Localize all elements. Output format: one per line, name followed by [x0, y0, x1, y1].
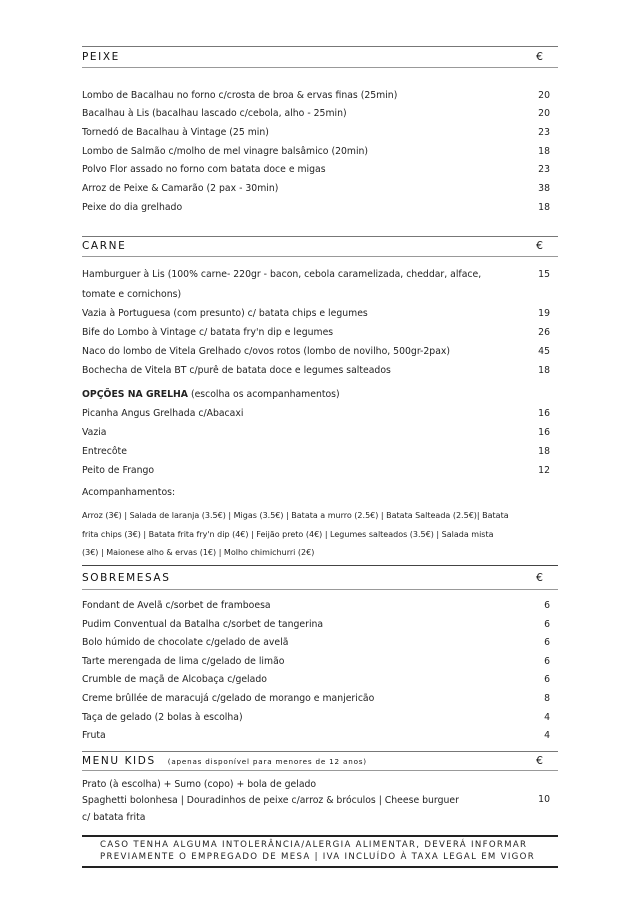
- item-name: Entrecôte: [82, 446, 127, 457]
- kids-line: c/ batata frita: [82, 812, 146, 823]
- item-name: Bolo húmido de chocolate c/gelado de avelã: [82, 637, 289, 648]
- item-name: Peito de Frango: [82, 465, 155, 476]
- item-price: 20: [538, 90, 550, 101]
- item-name-continued: tomate e cornichons): [82, 289, 182, 300]
- item-name: Arroz de Peixe & Camarão (2 pax - 30min): [82, 183, 279, 194]
- item-name: Lombo de Salmão c/molho de mel vinagre balsâmico (20min): [82, 146, 369, 157]
- currency-label: €: [536, 50, 543, 63]
- grill-note: (escolha os acompanhamentos): [187, 389, 340, 400]
- notice-line: PREVIAMENTE O EMPREGADO DE MESA | IVA INCLUÍDO À TAXA LEGAL EM VIGOR: [100, 852, 535, 862]
- grill-title: OPÇÕES NA GRELHA: [82, 389, 188, 400]
- currency-label: €: [536, 571, 543, 584]
- item-price: 6: [544, 674, 550, 685]
- item-price: 18: [538, 202, 550, 213]
- item-name: Fondant de Avelã c/sorbet de framboesa: [82, 600, 271, 611]
- item-price: 19: [538, 308, 550, 319]
- kids-note: (apenas disponível para menores de 12 anos): [167, 757, 367, 766]
- sides-title: Acompanhamentos:: [82, 487, 176, 498]
- item-price: 4: [544, 712, 550, 723]
- item-price: 8: [544, 693, 550, 704]
- item-price: 4: [544, 730, 550, 741]
- divider: [82, 236, 558, 237]
- item-name: Creme brûllée de maracujá c/gelado de morango e manjericão: [82, 693, 375, 704]
- item-price: 38: [538, 183, 550, 194]
- divider: [82, 565, 558, 566]
- divider: [82, 835, 558, 837]
- item-name: Taça de gelado (2 bolas à escolha): [82, 712, 243, 723]
- item-price: 23: [538, 127, 550, 138]
- item-price: 16: [538, 427, 550, 438]
- item-price: 20: [538, 108, 550, 119]
- divider: [82, 46, 558, 47]
- divider: [82, 67, 558, 68]
- item-price: 18: [538, 146, 550, 157]
- item-price: 6: [544, 637, 550, 648]
- divider: [82, 866, 558, 868]
- sides-line: Arroz (3€) | Salada de laranja (3.5€) | Migas (3.5€) | Batata a murro (2.5€) | Batata Salteada (2.5€)| Batata: [82, 511, 509, 520]
- item-name: Lombo de Bacalhau no forno c/crosta de broa & ervas finas (25min): [82, 90, 398, 101]
- item-name: Tarte merengada de lima c/gelado de limão: [82, 656, 285, 667]
- item-name: Naco do lombo de Vitela Grelhado c/ovos rotos (lombo de novilho, 500gr-2pax): [82, 346, 451, 357]
- item-price: 23: [538, 164, 550, 175]
- notice-line: CASO TENHA ALGUMA INTOLERÂNCIA/ALERGIA ALIMENTAR, DEVERÁ INFORMAR: [100, 840, 528, 850]
- item-price: 10: [538, 794, 550, 805]
- kids-line: Prato (à escolha) + Sumo (copo) + bola de gelado: [82, 779, 317, 790]
- item-price: 15: [538, 269, 550, 280]
- kids-title: MENU KIDS: [82, 755, 156, 767]
- section-title: SOBREMESAS: [82, 572, 171, 584]
- item-price: 26: [538, 327, 550, 338]
- divider: [82, 589, 558, 590]
- item-name: Peixe do dia grelhado: [82, 202, 183, 213]
- sides-line: frita chips (3€) | Batata frita fry'n dip (4€) | Feijão preto (4€) | Legumes salteados (3.5€) | Salada mista: [82, 530, 494, 539]
- item-name: Crumble de maçã de Alcobaça c/gelado: [82, 674, 267, 685]
- item-name: Fruta: [82, 730, 106, 741]
- item-name: Polvo Flor assado no forno com batata doce e migas: [82, 164, 326, 175]
- item-name: Hamburguer à Lis (100% carne- 220gr - bacon, cebola caramelizada, cheddar, alface,: [82, 269, 482, 280]
- divider: [82, 256, 558, 257]
- item-name: Bife do Lombo à Vintage c/ batata fry'n dip e legumes: [82, 327, 334, 338]
- item-name: Bacalhau à Lis (bacalhau lascado c/cebola, alho - 25min): [82, 108, 347, 119]
- item-name: Picanha Angus Grelhada c/Abacaxi: [82, 408, 244, 419]
- currency-label: €: [536, 754, 543, 767]
- item-price: 18: [538, 446, 550, 457]
- section-title: [82, 754, 367, 769]
- divider: [82, 770, 558, 771]
- item-name: Tornedó de Bacalhau à Vintage (25 min): [82, 127, 269, 138]
- currency-label: €: [536, 239, 543, 252]
- item-price: 45: [538, 346, 550, 357]
- item-name: Vazia: [82, 427, 107, 438]
- section-title: CARNE: [82, 240, 127, 252]
- item-price: 12: [538, 465, 550, 476]
- item-name: Pudim Conventual da Batalha c/sorbet de tangerina: [82, 619, 324, 630]
- item-name: Bochecha de Vitela BT c/purê de batata doce e legumes salteados: [82, 365, 391, 376]
- grill-heading: [82, 388, 340, 402]
- kids-line: Spaghetti bolonhesa | Douradinhos de peixe c/arroz & bróculos | Cheese burguer: [82, 795, 459, 806]
- item-name: Vazia à Portuguesa (com presunto) c/ batata chips e legumes: [82, 308, 368, 319]
- item-price: 6: [544, 600, 550, 611]
- section-title: PEIXE: [82, 51, 120, 63]
- item-price: 6: [544, 656, 550, 667]
- item-price: 16: [538, 408, 550, 419]
- item-price: 18: [538, 365, 550, 376]
- sides-line: (3€) | Maionese alho & ervas (1€) | Molho chimichurri (2€): [82, 548, 315, 557]
- divider: [82, 751, 558, 752]
- item-price: 6: [544, 619, 550, 630]
